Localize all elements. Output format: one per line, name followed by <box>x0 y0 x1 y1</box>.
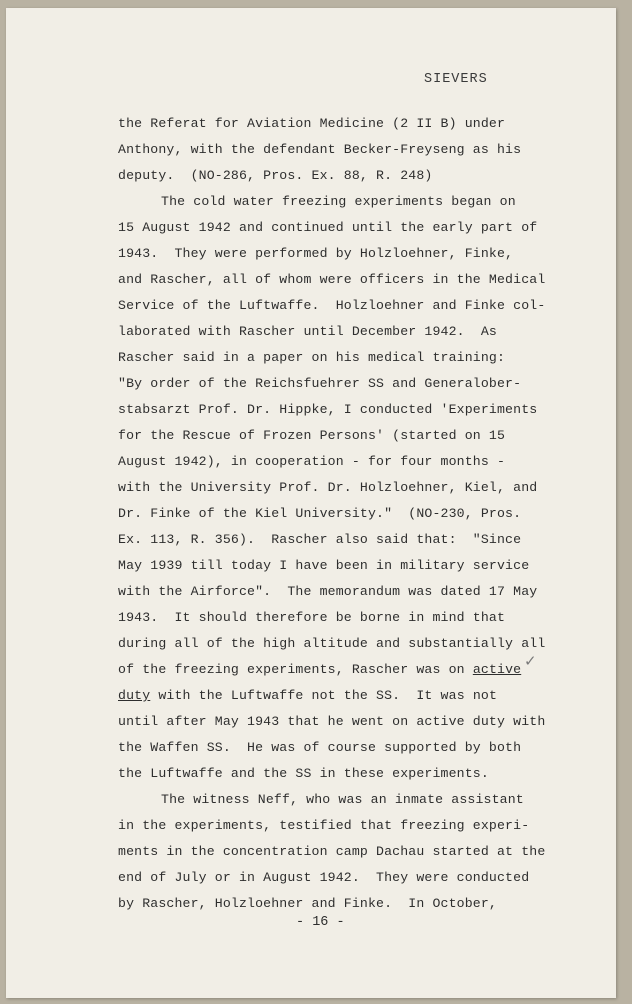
text-line: until after May 1943 that he went on active duty with <box>118 714 546 729</box>
text-line: with the University Prof. Dr. Holzloehner, Kiel, and <box>118 480 538 495</box>
text-line: 1943. They were performed by Holzloehner, Finke, <box>118 246 514 261</box>
text-fragment: with the Luftwaffe not the SS. It was not <box>150 688 498 703</box>
check-mark-icon: ✓ <box>524 652 537 670</box>
text-line: 1943. It should therefore be borne in mind that <box>118 610 506 625</box>
text-line: stabsarzt Prof. Dr. Hippke, I conducted 'Experiments <box>118 402 538 417</box>
underlined-word: active <box>472 662 522 677</box>
text-line: for the Rescue of Frozen Persons' (started on 15 <box>118 428 506 443</box>
text-line: deputy. (NO-286, Pros. Ex. 88, R. 248) <box>118 168 433 183</box>
text-fragment: of the freezing experiments, Rascher was on <box>118 662 473 677</box>
text-line: and Rascher, all of whom were officers in the Medical <box>118 272 546 287</box>
text-line <box>118 688 497 704</box>
text-line: May 1939 till today I have been in military service <box>118 558 530 573</box>
text-line: Rascher said in a paper on his medical training: <box>118 350 506 365</box>
text-line <box>118 662 521 678</box>
text-line: the Waffen SS. He was of course supported by both <box>118 740 522 755</box>
text-line: by Rascher, Holzloehner and Finke. In October, <box>118 896 497 911</box>
text-line: with the Airforce". The memorandum was dated 17 May <box>118 584 538 599</box>
text-line: The cold water freezing experiments began on <box>161 194 516 209</box>
text-line: 15 August 1942 and continued until the early part of <box>118 220 538 235</box>
text-line: Ex. 113, R. 356). Rascher also said that: "Since <box>118 532 522 547</box>
text-line: in the experiments, testified that freezing experi- <box>118 818 530 833</box>
text-line: The witness Neff, who was an inmate assistant <box>161 792 524 807</box>
text-line: the Referat for Aviation Medicine (2 II B) under <box>118 116 506 131</box>
text-line: during all of the high altitude and substantially all <box>118 636 546 651</box>
page-header-name: SIEVERS <box>424 72 488 87</box>
text-line: the Luftwaffe and the SS in these experiments. <box>118 766 489 781</box>
text-line: laborated with Rascher until December 1942. As <box>118 324 497 339</box>
text-line: August 1942), in cooperation - for four months - <box>118 454 506 469</box>
text-line: Anthony, with the defendant Becker-Freyseng as his <box>118 142 522 157</box>
text-line: end of July or in August 1942. They were conducted <box>118 870 530 885</box>
text-line: ments in the concentration camp Dachau started at the <box>118 844 546 859</box>
text-line: Service of the Luftwaffe. Holzloehner and Finke col- <box>118 298 546 313</box>
page-number: - 16 - <box>296 915 345 930</box>
document-page <box>6 8 616 998</box>
text-line: "By order of the Reichsfuehrer SS and Generalober- <box>118 376 522 391</box>
underlined-word: duty <box>118 688 151 703</box>
text-line: Dr. Finke of the Kiel University." (NO-230, Pros. <box>118 506 522 521</box>
